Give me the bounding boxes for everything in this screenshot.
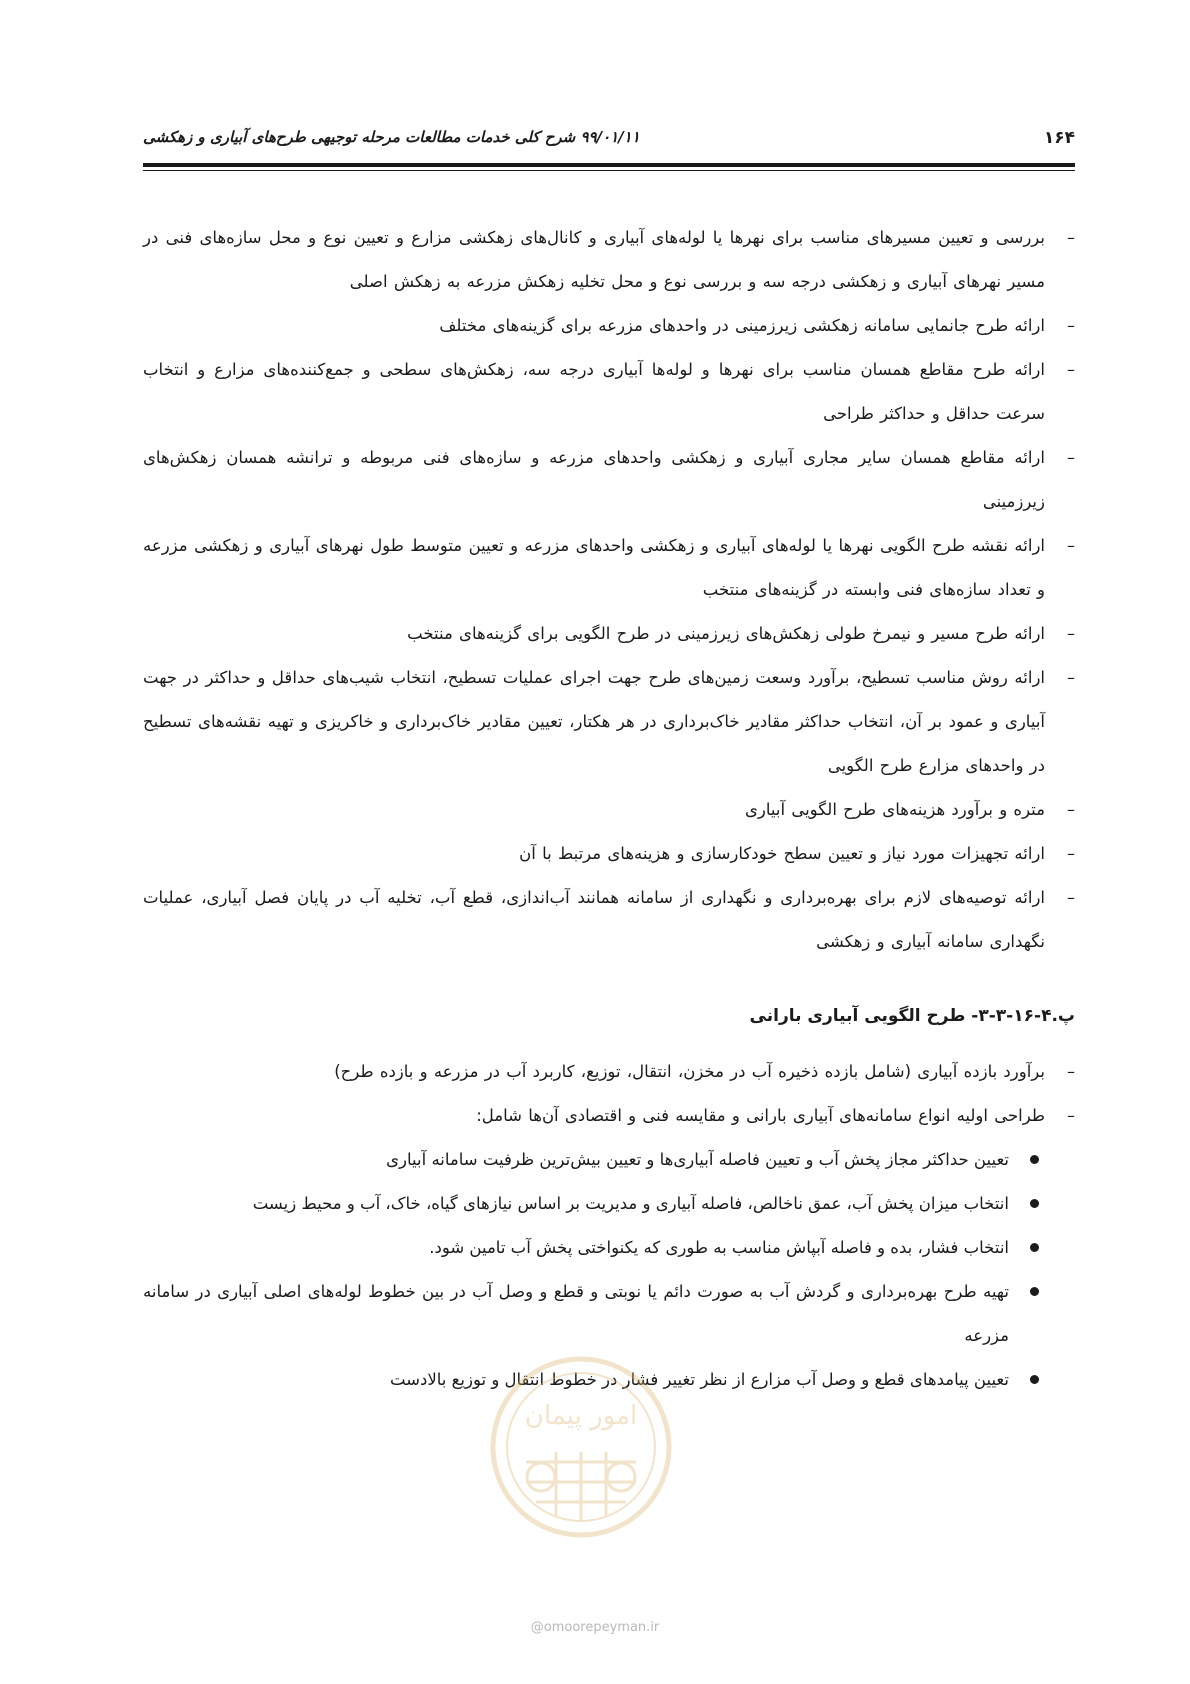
page-number: ۱۶۴ bbox=[1043, 128, 1075, 148]
header-title: ۹۹/۰۱/۱۱ شرح کلی خدمات مطالعات مرحله توجیهی طرح‌های آبیاری و زهکشی bbox=[143, 128, 640, 146]
bullet-dot-icon bbox=[1030, 1243, 1039, 1252]
watermark-text: امور پیمان bbox=[524, 1401, 638, 1431]
bullet-item-text: تهیه طرح بهره‌برداری و گردش آب به صورت دائم یا نوبتی و قطع و وصل آب در بین خطوط لوله‌های اصلی آبیاری در سامانه مزرعه bbox=[143, 1282, 1009, 1345]
list-item bbox=[143, 524, 1075, 612]
list-item bbox=[143, 832, 1075, 876]
dash-marker: – bbox=[1067, 800, 1075, 819]
bullet-item-text: انتخاب میزان پخش آب، عمق ناخالص، فاصله آبیاری و مدیریت بر اساس نیازهای گیاه، خاک، آب و محیط زیست bbox=[252, 1194, 1009, 1213]
list-item bbox=[143, 612, 1075, 656]
bullet-item-text: تعیین پیامدهای قطع و وصل آب مزارع از نظر تغییر فشار در خطوط انتقال و توزیع بالادست bbox=[389, 1370, 1009, 1389]
page-header bbox=[143, 128, 1075, 150]
list-item bbox=[143, 656, 1075, 788]
list-item bbox=[143, 1050, 1075, 1094]
list-item bbox=[143, 304, 1075, 348]
list-item-text: ارائه نقشه طرح الگویی نهرها یا لوله‌های آبیاری و زهکشی واحدهای مزرعه و تعیین متوسط طول نهرهای آبیاری و زهکشی مزرعه و تعداد سازه‌های فنی وابسته در گزینه‌های منتخب bbox=[143, 536, 1045, 599]
header-rule-thin bbox=[143, 170, 1075, 171]
list-item-text: ارائه تجهیزات مورد نیاز و تعیین سطح خودکارسازی و هزینه‌های مرتبط با آن bbox=[519, 844, 1045, 863]
bullet-item bbox=[143, 1226, 1075, 1270]
list-item-text: متره و برآورد هزینه‌های طرح الگویی آبیاری bbox=[745, 800, 1045, 819]
list-item-text: طراحی اولیه انواع سامانه‌های آبیاری بارانی و مقایسه فنی و اقتصادی آن‌ها شامل: bbox=[476, 1106, 1045, 1125]
section-dash-list bbox=[143, 1050, 1075, 1138]
list-item bbox=[143, 876, 1075, 964]
dash-marker: – bbox=[1067, 624, 1075, 643]
list-item bbox=[143, 216, 1075, 304]
list-item-text: ارائه مقاطع همسان سایر مجاری آبیاری و زهکشی واحدهای مزرعه و سازه‌های فنی مربوطه و ترانشه همسان زهکش‌های زیرزمینی bbox=[143, 448, 1045, 511]
list-item-text: ارائه روش مناسب تسطیح، برآورد وسعت زمین‌های طرح جهت اجرای عملیات تسطیح، انتخاب شیب‌های حداقل و حداکثر در جهت آبیاری و عمود بر آن، انتخاب حداکثر مقادیر خاک‌برداری در هر هکتار، تعیین مقادیر خاک‌برداری و خاکریزی و تهیه نقشه‌های تسطیح در واحدهای مزارع طرح الگویی bbox=[143, 668, 1045, 775]
list-item bbox=[143, 788, 1075, 832]
dash-list bbox=[143, 216, 1075, 964]
dash-marker: – bbox=[1067, 448, 1075, 467]
bullet-item bbox=[143, 1270, 1075, 1358]
list-item bbox=[143, 1094, 1075, 1138]
watermark-seal-icon bbox=[486, 1352, 676, 1542]
bullet-dot-icon bbox=[1030, 1199, 1039, 1208]
dash-marker: – bbox=[1067, 536, 1075, 555]
dash-marker: – bbox=[1067, 360, 1075, 379]
list-item-text: ارائه طرح مسیر و نیمرخ طولی زهکش‌های زیرزمینی در طرح الگویی برای گزینه‌های منتخب bbox=[407, 624, 1045, 643]
section-heading: پ.۴-۱۶-۳-۳- طرح الگویی آبیاری بارانی bbox=[749, 1006, 1075, 1026]
list-item-text: بررسی و تعیین مسیرهای مناسب برای نهرها یا لوله‌های آبیاری و کانال‌های زهکشی مزارع و تعیین نوع و محل سازه‌های فنی در مسیر نهرهای آبیاری و زهکشی درجه سه و بررسی نوع و محل تخلیه زهکش مزرعه به زهکش اصلی bbox=[143, 228, 1045, 291]
dash-marker: – bbox=[1067, 228, 1075, 247]
dash-marker: – bbox=[1067, 668, 1075, 687]
header-rule bbox=[143, 163, 1075, 167]
dash-marker: – bbox=[1067, 844, 1075, 863]
list-item bbox=[143, 348, 1075, 436]
list-item-text: برآورد بازده آبیاری (شامل بازده ذخیره آب در مخزن، انتقال، توزیع، کاربرد آب در مزرعه و بازده طرح) bbox=[334, 1062, 1045, 1081]
list-item bbox=[143, 436, 1075, 524]
bullet-dot-icon bbox=[1030, 1287, 1039, 1296]
bullet-dot-icon bbox=[1030, 1155, 1039, 1164]
dash-marker: – bbox=[1067, 888, 1075, 907]
bullet-item-text: انتخاب فشار، بده و فاصله آبپاش مناسب به طوری که یکنواختی پخش آب تامین شود. bbox=[429, 1238, 1009, 1257]
dash-marker: – bbox=[1067, 316, 1075, 335]
list-item-text: ارائه طرح مقاطع همسان مناسب برای نهرها و لوله‌ها آبیاری درجه سه، زهکش‌های سطحی و جمع‌کننده‌های مزارع و انتخاب سرعت حداقل و حداکثر طراحی bbox=[143, 360, 1045, 423]
bullet-item-text: تعیین حداکثر مجاز پخش آب و تعیین فاصله آبیاری‌ها و تعیین بیش‌ترین ظرفیت سامانه آبیاری bbox=[386, 1150, 1009, 1169]
footer-url: @omoorepeyman.ir bbox=[530, 1620, 660, 1635]
document-body bbox=[143, 216, 1075, 1402]
list-item-text: ارائه طرح جانمایی سامانه زهکشی زیرزمینی در واحدهای مزرعه برای گزینه‌های مختلف bbox=[439, 316, 1045, 335]
footer-url-text: omoorepeyman.ir bbox=[543, 1620, 660, 1635]
dash-marker: – bbox=[1067, 1106, 1075, 1125]
bullet-dot-icon bbox=[1030, 1375, 1039, 1384]
list-item-text: ارائه توصیه‌های لازم برای بهره‌برداری و نگهداری از سامانه همانند آب‌اندازی، قطع آب، تخلیه آب در پایان فصل آبیاری، عملیات نگهداری سامانه آبیاری و زهکشی bbox=[143, 888, 1045, 951]
bullet-item bbox=[143, 1138, 1075, 1182]
bullet-item bbox=[143, 1182, 1075, 1226]
dash-marker: – bbox=[1067, 1062, 1075, 1081]
